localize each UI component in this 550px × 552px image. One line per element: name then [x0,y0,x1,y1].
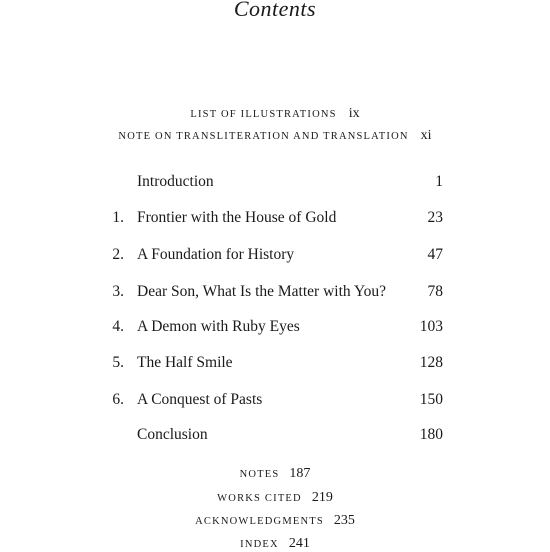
toc-entry-title: Frontier with the House of Gold [137,209,337,226]
toc-entry-conclusion[interactable] [0,426,550,448]
toc-entry-chapter-6[interactable] [0,391,550,413]
toc-entry-page: 150 [419,391,443,408]
toc-back-page: 235 [333,513,355,528]
toc-entry-title: A Foundation for History [137,246,295,263]
toc-entry-page: 1 [435,173,443,190]
toc-entry-number: 2. [112,246,124,263]
toc-front-page: xi [420,128,432,143]
toc-entry-page: 103 [419,318,443,335]
toc-back-page: 187 [289,466,311,481]
toc-front-item[interactable] [0,106,550,122]
toc-entry-number: 4. [112,318,124,335]
toc-entry-page: 78 [427,283,443,300]
toc-entry-page: 128 [419,354,443,371]
toc-entry-chapter-4[interactable] [0,318,550,340]
toc-entry-title: A Conquest of Pasts [137,391,263,408]
toc-entry-chapter-3[interactable] [0,283,550,305]
toc-entry-number: 3. [112,283,124,300]
toc-entry-page: 47 [427,246,443,263]
toc-entry-number: 5. [112,354,124,371]
toc-entry-title: Dear Son, What Is the Matter with You? [137,283,386,300]
toc-back-label: ACKNOWLEDGMENTS [195,516,324,527]
toc-entry-introduction[interactable] [0,173,550,195]
toc-back-item-works-cited[interactable] [0,490,550,506]
toc-back-page: 241 [288,536,310,551]
toc-entry-number: 1. [112,209,124,226]
toc-entry-page: 180 [419,426,443,443]
toc-back-label: NOTES [239,469,280,480]
toc-back-item-acknowledgments[interactable] [0,513,550,529]
toc-entry-title: Introduction [137,173,214,190]
toc-entry-title: Conclusion [137,426,208,443]
toc-back-item-notes[interactable] [0,466,550,482]
toc-entry-title: The Half Smile [137,354,233,371]
toc-entry-page: 23 [427,209,443,226]
toc-front-item[interactable] [0,128,550,144]
toc-front-label: LIST OF ILLUSTRATIONS [190,109,337,120]
toc-entry-chapter-1[interactable] [0,209,550,231]
toc-back-label: WORKS CITED [217,493,302,504]
toc-entry-chapter-2[interactable] [0,246,550,268]
page-title: Contents [233,0,317,21]
toc-front-label: NOTE ON TRANSLITERATION AND TRANSLATION [118,131,409,142]
toc-back-label: INDEX [240,539,279,550]
toc-back-page: 219 [311,490,333,505]
toc-entry-number: 6. [112,391,124,408]
toc-entry-title: A Demon with Ruby Eyes [137,318,300,335]
toc-front-page: ix [348,106,360,121]
toc-entry-chapter-5[interactable] [0,354,550,376]
